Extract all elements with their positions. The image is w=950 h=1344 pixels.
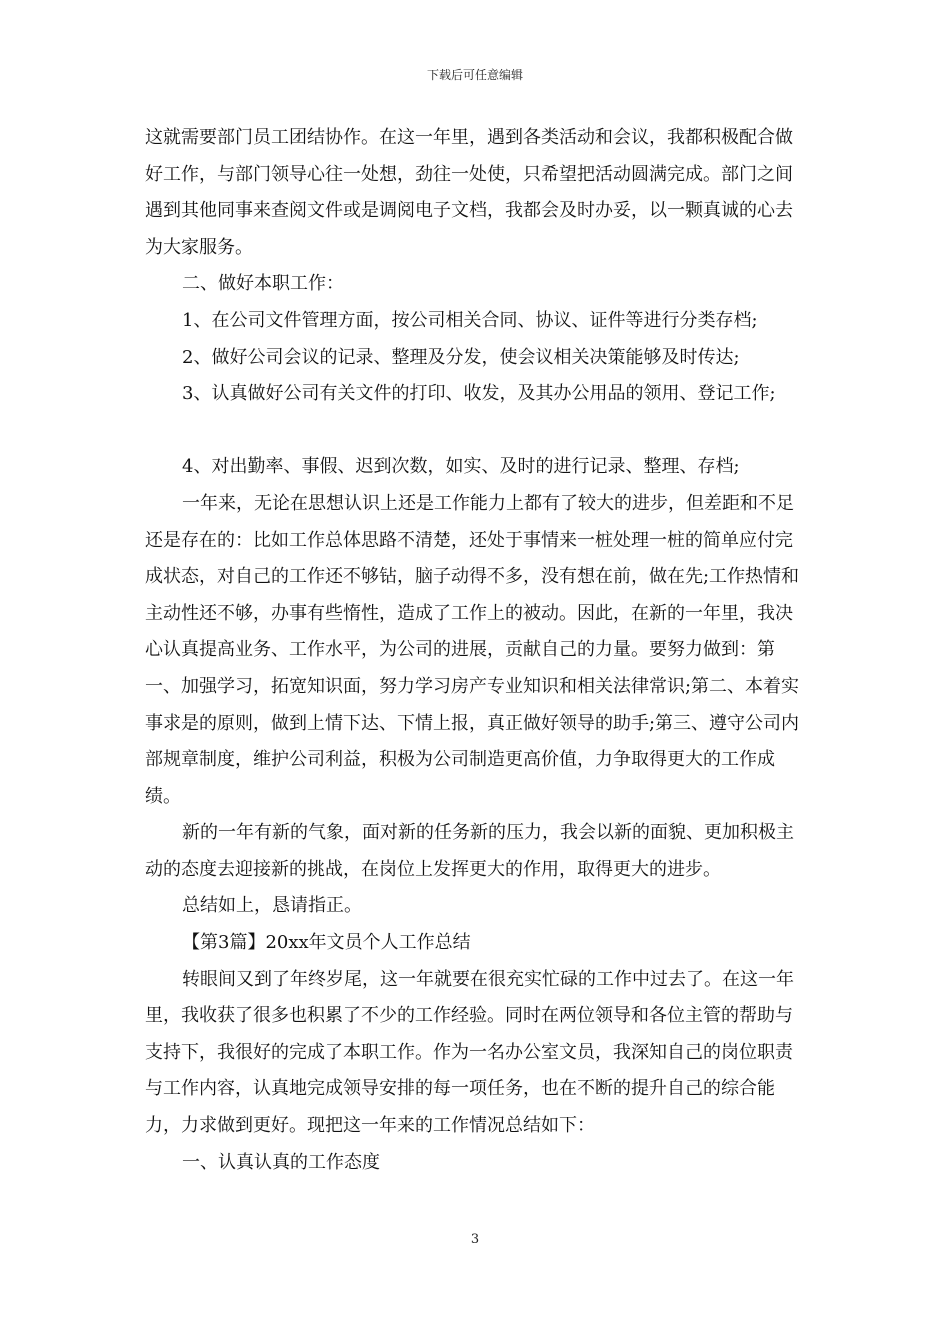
document-body — [145, 120, 810, 1181]
paragraph: 总结如上，恳请指正。 — [182, 895, 362, 917]
page-header: 下载后可任意编辑 — [426, 68, 523, 82]
paragraph: 转眼间又到了年终岁尾，这一年就要在很充实忙碌的工作中过去了。在这一年里，我收获了很多也积累了不少的工作经验。同时在两位领导和各位主管的帮助与支持下，我很好的完成了本职工作。作为一名办公室文员，我深知自己的岗位职责与工作内容，认真地完成领导安排的每一项任务，也在不断的提升自己的综合能力，力求做到更好。现把这一年来的工作情况总结如下： — [145, 968, 794, 1137]
page-number: 3 — [470, 1232, 480, 1247]
list-item: 3、认真做好公司有关文件的打印、收发，及其办公用品的领用、登记工作; — [182, 383, 776, 405]
list-item: 2、做好公司会议的记录、整理及分发，使会议相关决策能够及时传达; — [182, 346, 740, 368]
list-item: 1、在公司文件管理方面，按公司相关合同、协议、证件等进行分类存档; — [182, 309, 758, 331]
article-title: 【第3篇】20xx年文员个人工作总结 — [182, 932, 471, 954]
paragraph: 新的一年有新的气象，面对新的任务新的压力，我会以新的面貌、更加积极主动的态度去迎接新的挑战，在岗位上发挥更大的作用，取得更大的进步。 — [145, 822, 794, 880]
paragraph: 一年来，无论在思想认识上还是工作能力上都有了较大的进步，但差距和不足还是存在的：比如工作总体思路不清楚，还处于事情来一桩处理一桩的简单应付完成状态，对自己的工作还不够钻，脑子动得不多，没有想在前，做在先;工作热情和主动性还不够，办事有些惰性，造成了工作上的被动。因此，在新的一年里，我决心认真提高业务、工作水平，为公司的进展，贡献自己的力量。要努力做到：第一、加强学习，拓宽知识面，努力学习房产专业知识和相关法律常识;第二、本着实事求是的原则，做到上情下达、下情上报，真正做好领导的助手;第三、遵守公司内部规章制度，维护公司利益，积极为公司制造更高价值，力争取得更大的工作成绩。 — [145, 492, 800, 807]
section-heading: 一、认真认真的工作态度 — [182, 1151, 380, 1173]
paragraph: 这就需要部门员工团结协作。在这一年里，遇到各类活动和会议，我都积极配合做好工作，与部门领导心往一处想，劲往一处使，只希望把活动圆满完成。部门之间遇到其他同事来查阅文件或是调阅电子文档，我都会及时办妥，以一颗真诚的心去为大家服务。 — [145, 127, 793, 258]
list-item: 4、对出勤率、事假、迟到次数，如实、及时的进行记录、整理、存档; — [182, 456, 740, 478]
section-heading: 二、做好本职工作： — [182, 273, 344, 295]
